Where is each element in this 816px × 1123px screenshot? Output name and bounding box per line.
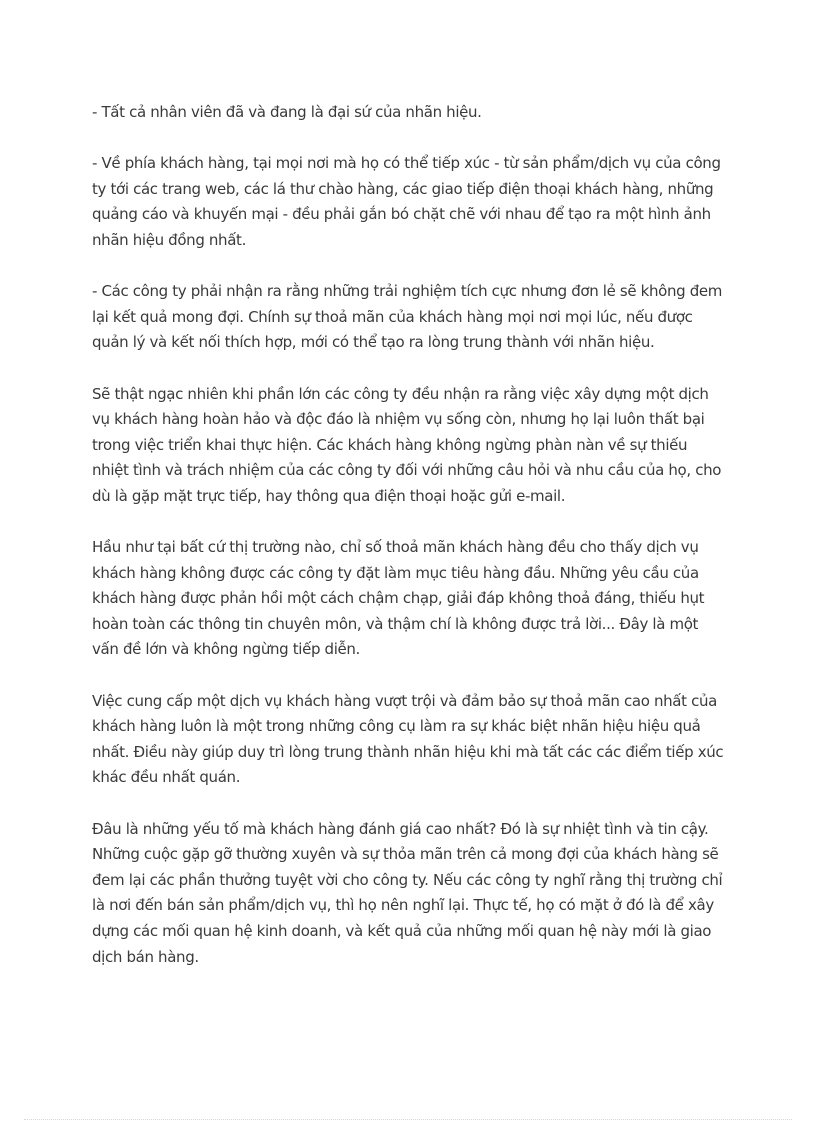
paragraph-2: - Về phía khách hàng, tại mọi nơi mà họ có thể tiếp xúc - từ sản phẩm/dịch vụ của công ty tới các trang web, các lá thư chào hàng, các giao tiếp điện thoại khách hàng, những quảng cáo và khuyến mại - đều phải gắn bó chặt chẽ với nhau để tạo ra một hình ảnh nhãn hiệu đồng nhất. xyxy=(92,154,721,249)
document-body xyxy=(92,100,726,996)
paragraph-6: Việc cung cấp một dịch vụ khách hàng vượt trội và đảm bảo sự thoả mãn cao nhất của khách hàng luôn là một trong những công cụ làm ra sự khác biệt nhãn hiệu hiệu quả nhất. Điều này giúp duy trì lòng trung thành nhãn hiệu khi mà tất các các điểm tiếp xúc khác đều nhất quán. xyxy=(92,691,724,787)
paragraph-3: - Các công ty phải nhận ra rằng những trải nghiệm tích cực nhưng đơn lẻ sẽ không đem lại kết quả mong đợi. Chính sự thoả mãn của khách hàng mọi nơi mọi lúc, nếu được quản lý và kết nối thích hợp, mới có thể tạo ra lòng trung thành với nhãn hiệu. xyxy=(92,282,723,352)
paragraph-5: Hầu như tại bất cứ thị trường nào, chỉ số thoả mãn khách hàng đều cho thấy dịch vụ khách hàng không được các công ty đặt làm mục tiêu hàng đầu. Những yêu cầu của khách hàng được phản hồi một cách chậm chạp, giải đáp không thoả đáng, thiếu hụt hoàn toàn các thông tin chuyên môn, và thậm chí là không được trả lời... Đây là một vấn đề lớn và không ngừng tiếp diễn. xyxy=(92,538,705,659)
paragraph-4: Sẽ thật ngạc nhiên khi phần lớn các công ty đều nhận ra rằng việc xây dựng một dịch vụ khách hàng hoàn hảo và độc đáo là nhiệm vụ sống còn, nhưng họ lại luôn thất bại trong việc triển khai thực hiện. Các khách hàng không ngừng phàn nàn về sự thiếu nhiệt tình và trách nhiệm của các công ty đối với những câu hỏi và nhu cầu của họ, cho dù là gặp mặt trực tiếp, hay thông qua điện thoại hoặc gửi e-mail. xyxy=(92,384,722,505)
page-bottom-border xyxy=(24,1119,792,1120)
paragraph-1: - Tất cả nhân viên đã và đang là đại sứ của nhãn hiệu. xyxy=(92,103,482,121)
paragraph-7: Đâu là những yếu tố mà khách hàng đánh giá cao nhất? Đó là sự nhiệt tình và tin cậy. Những cuộc gặp gỡ thường xuyên và sự thỏa mãn trên cả mong đợi của khách hàng sẽ đem lại các phần thưởng tuyệt vời cho công ty. Nếu các công ty nghĩ rằng thị trường chỉ là nơi đến bán sản phẩm/dịch vụ, thì họ nên nghĩ lại. Thực tế, họ có mặt ở đó là để xây dựng các mối quan hệ kinh doanh, và kết quả của những mối quan hệ này mới là giao dịch bán hàng. xyxy=(92,819,723,966)
